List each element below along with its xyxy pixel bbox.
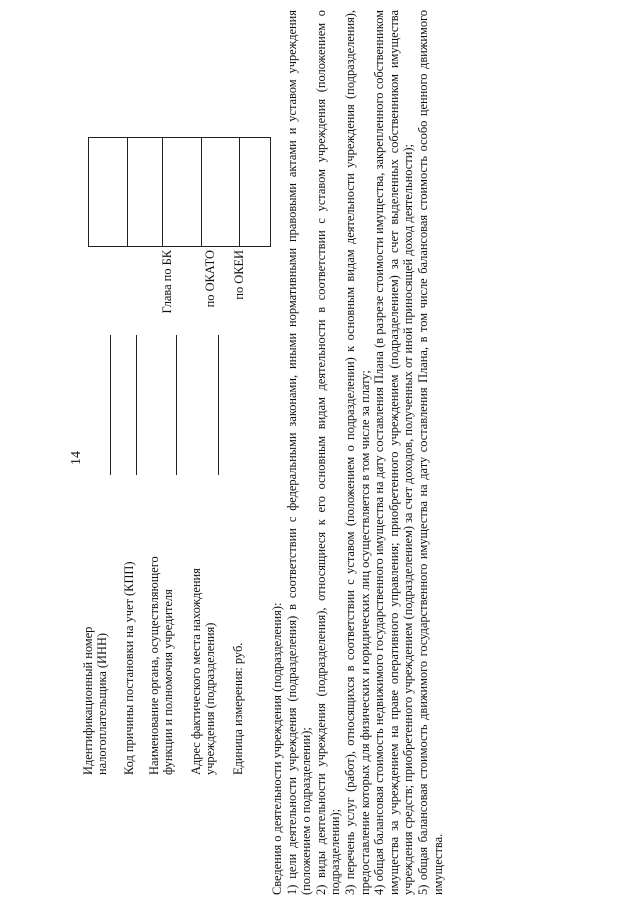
info-item-3: 3) перечень услуг (работ), относящихся в соответствии с уставом (положением о подразделении) к основным видам деятельности учреждения (подразделения), предоставление которых для физических и юридических лиц осуществляется в том числе за плату; — [342, 10, 372, 895]
kpp-value-line — [136, 335, 137, 475]
inn-value-line — [110, 335, 111, 475]
codes-table — [88, 137, 271, 247]
unit-label — [232, 475, 246, 775]
founder-value-line — [176, 335, 177, 475]
info-item-2: 2) виды деятельности учреждения (подразделения), относящиеся к его основным видам деятельности в соответствии с уставом учреждения (положением о подразделении); — [313, 10, 343, 895]
codes-cell-okato — [202, 138, 240, 247]
info-item-5: 5) общая балансовая стоимость движимого государственного имущества на дату составления Плана, в том числе балансовая стоимость особо ценного движимого имущества. — [415, 10, 445, 895]
address-value-line — [218, 335, 219, 475]
founder-label — [148, 475, 176, 775]
activity-info — [270, 10, 445, 895]
address-label-line1: Адрес фактического места нахождения — [189, 568, 203, 775]
codes-cell-okei — [240, 138, 271, 247]
unit-label-line1: Единица измерения: руб. — [231, 642, 245, 775]
codes-cell-2 — [128, 138, 163, 247]
inn-label-line2: налогоплательщика (ИНН) — [94, 632, 109, 775]
inn-label — [82, 475, 110, 775]
founder-label-line2: функции и полномочия учредителя — [160, 589, 175, 775]
info-item-4: 4) общая балансовая стоимость недвижимого государственного имущества на дату составления Плана (в разрезе стоимости имущества, закрепленного собственником имущества за учреждением на праве оперативного управления; приобретенного учреждением (подразделением) за счет выделенных собственником имущества учреждения средств; приобретенного учреждением (подразделением) за счет доходов, полученных от иной приносящей доход деятельности); — [372, 10, 416, 895]
okato-code-label: по ОКАТО — [203, 250, 217, 308]
okei-code-label: по ОКЕИ — [232, 250, 246, 300]
codes-cell-bk — [163, 138, 202, 247]
kpp-label-line1: Код причины постановки на учет (КПП) — [122, 561, 136, 775]
rotated-page — [20, 10, 620, 895]
address-label-line2: учреждения (подразделения) — [202, 622, 217, 775]
codes-cell-1 — [89, 138, 128, 247]
founder-label-line1: Наименование органа, осуществляющего — [147, 556, 161, 775]
info-heading: Сведения о деятельности учреждения (подразделения): — [270, 602, 284, 895]
bk-code-label: Глава по БК — [160, 250, 174, 314]
address-label — [190, 475, 218, 775]
info-item-1: 1) цели деятельности учреждения (подразделения) в соответствии с федеральными законами, иными нормативными правовыми актами и уставом учреждения (положением о подразделении); — [284, 10, 314, 895]
inn-label-line1: Идентификационный номер — [81, 626, 95, 775]
page-number: 14 — [69, 451, 84, 465]
kpp-label — [123, 475, 137, 775]
